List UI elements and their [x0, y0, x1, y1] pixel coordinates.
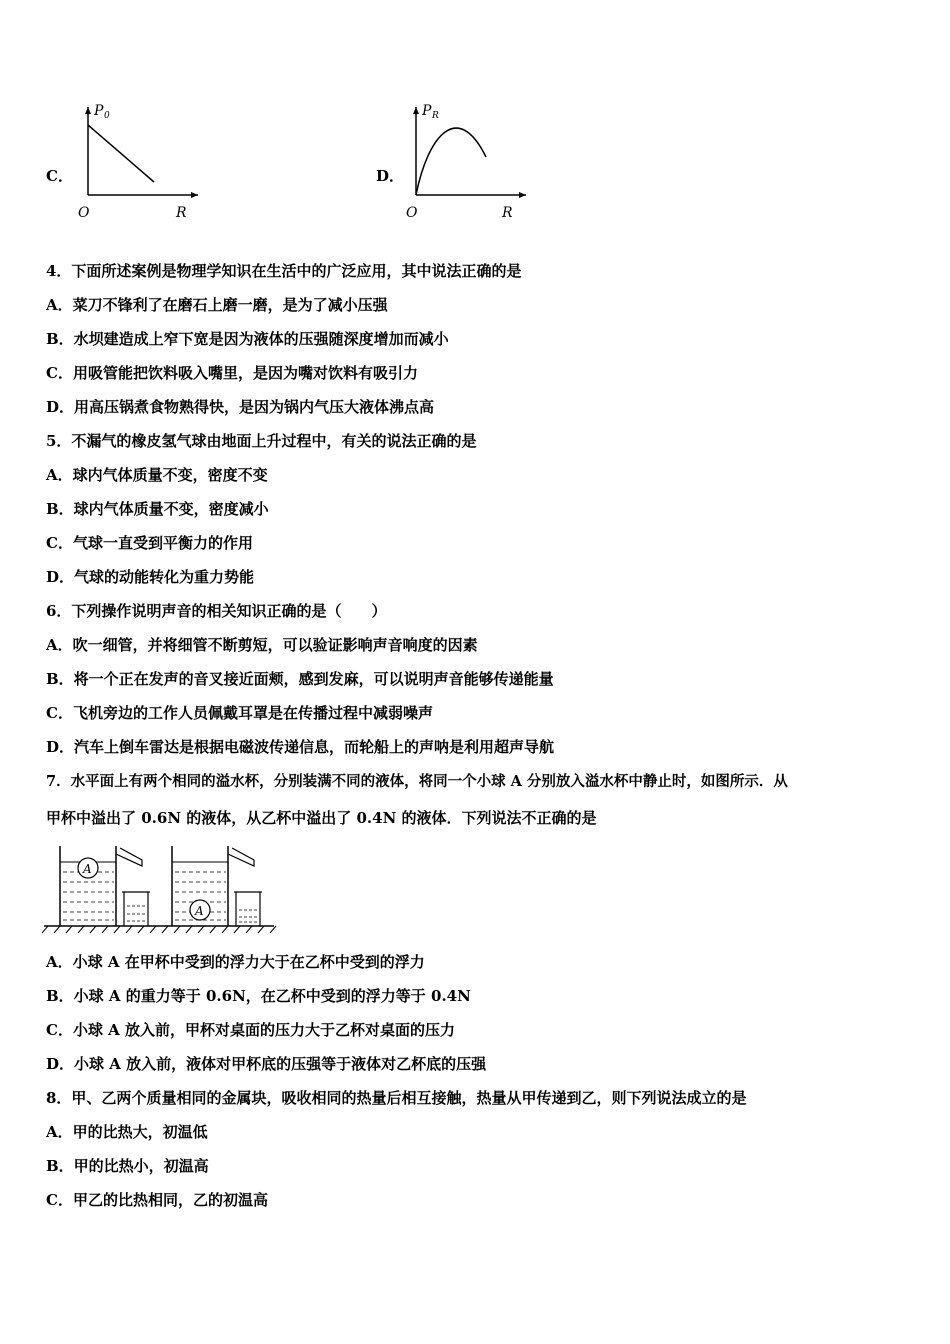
ball-a-label: A	[83, 862, 92, 876]
graph-d	[398, 95, 538, 225]
cup-yi	[172, 846, 254, 926]
question-7-stem-line1: 7．水平面上有两个相同的溢水杯，分别装满不同的液体，将同一个小球 A 分别放入溢水杯中静止时，如图所示．从	[46, 773, 788, 790]
x-axis-arrow	[519, 192, 526, 198]
question-6-option-c: C．飞机旁边的工作人员佩戴耳罩是在传播过程中减弱噪声	[46, 704, 433, 722]
y-axis-arrow	[85, 107, 91, 114]
curve-parabola	[416, 128, 486, 195]
beaker-jia	[122, 892, 150, 926]
graph-c	[70, 95, 210, 225]
option-c-label: C．	[46, 167, 73, 185]
question-7-stem-line2: 甲杯中溢出了 0.6N 的液体，从乙杯中溢出了 0.4N 的液体．下列说法不正确的是	[46, 809, 597, 827]
question-7-option-a: A．小球 A 在甲杯中受到的浮力大于在乙杯中受到的浮力	[46, 953, 425, 971]
question-5-option-d: D．气球的动能转化为重力势能	[46, 568, 255, 586]
y-axis-label: P	[422, 103, 432, 119]
overflow-spout	[116, 848, 142, 866]
question-8-option-b: B．甲的比热小，初温高	[46, 1157, 209, 1175]
question-4-stem: 4．下面所述案例是物理学知识在生活中的广泛应用，其中说法正确的是	[46, 262, 522, 280]
question-5-option-b: B．球内气体质量不变，密度减小	[46, 500, 269, 518]
x-axis-label: R	[176, 205, 187, 221]
question-6-option-d: D．汽车上倒车雷达是根据电磁波传递信息，而轮船上的声呐是利用超声导航	[46, 738, 555, 756]
question-4-option-b: B．水坝建造成上窄下宽是因为液体的压强随深度增加而减小	[46, 330, 449, 348]
y-axis-arrow	[413, 107, 419, 114]
question-7-option-b: B．小球 A 的重力等于 0.6N，在乙杯中受到的浮力等于 0.4N	[46, 987, 471, 1005]
question-7-option-c: C．小球 A 放入前，甲杯对桌面的压力大于乙杯对桌面的压力	[46, 1021, 456, 1039]
table-hatching	[42, 926, 276, 933]
question-6-option-a: A．吹一细管，并将细管不断剪短，可以验证影响声音响度的因素	[46, 636, 478, 654]
y-axis-subscript: 0	[104, 111, 110, 121]
question-5-stem: 5．不漏气的橡皮氢气球由地面上升过程中，有关的说法正确的是	[46, 432, 477, 450]
question-4-option-d: D．用高压锅煮食物熟得快，是因为锅内气压大液体沸点高	[46, 398, 435, 416]
question-8-option-a: A．甲的比热大，初温低	[46, 1123, 208, 1141]
x-axis-label: R	[502, 205, 513, 221]
option-d-label: D．	[376, 167, 405, 185]
origin-label: O	[406, 205, 418, 221]
question-6-option-b: B．将一个正在发声的音叉接近面颊，感到发麻，可以说明声音能够传递能量	[46, 670, 554, 688]
question-4-option-c: C．用吸管能把饮料吸入嘴里，是因为嘴对饮料有吸引力	[46, 364, 418, 382]
y-axis-subscript: R	[432, 111, 439, 121]
overflow-spout	[228, 848, 254, 866]
curve-line	[88, 125, 154, 182]
question-8-stem: 8．甲、乙两个质量相同的金属块，吸收相同的热量后相互接触，热量从甲传递到乙，则下列说法成立的是	[46, 1089, 747, 1107]
ball-a-label: A	[195, 904, 204, 918]
x-axis-arrow	[191, 192, 198, 198]
origin-label: O	[78, 205, 90, 221]
question-5-option-a: A．球内气体质量不变，密度不变	[46, 466, 268, 484]
beaker-yi	[234, 892, 262, 926]
question-5-option-c: C．气球一直受到平衡力的作用	[46, 534, 253, 552]
question-8-option-c: C．甲乙的比热相同，乙的初温高	[46, 1191, 268, 1209]
overflow-cups-figure	[42, 840, 282, 936]
question-7-option-d: D．小球 A 放入前，液体对甲杯底的压强等于液体对乙杯底的压强	[46, 1055, 487, 1073]
question-6-stem: 6．下列操作说明声音的相关知识正确的是（ ）	[46, 602, 387, 620]
y-axis-label: P	[94, 103, 104, 119]
question-4-option-a: A．菜刀不锋利了在磨石上磨一磨，是为了减小压强	[46, 296, 388, 314]
